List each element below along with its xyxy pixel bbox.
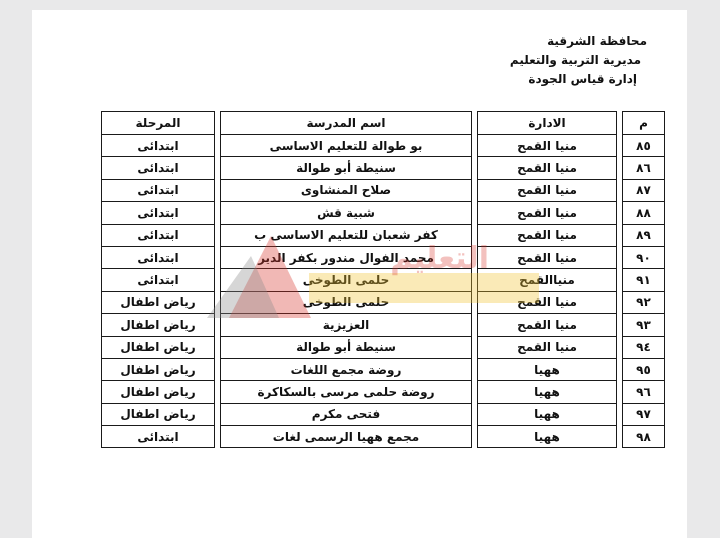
cell-admin: ههيا — [478, 358, 617, 380]
cell-gap — [617, 358, 623, 380]
cell-stage: رياض اطفال — [102, 291, 215, 313]
header-num: م — [623, 112, 665, 135]
cell-admin: منيا القمح — [478, 246, 617, 268]
department-label: إدارة قياس الجودة — [528, 72, 637, 86]
table-row — [102, 202, 665, 224]
cell-school: حلمى الطوخى — [221, 291, 472, 313]
cell-gap — [215, 179, 221, 201]
cell-gap — [472, 314, 478, 336]
cell-stage: ابتدائى — [102, 179, 215, 201]
cell-stage: رياض اطفال — [102, 314, 215, 336]
cell-admin: ههيا — [478, 426, 617, 448]
cell-gap — [617, 269, 623, 291]
header-school: اسم المدرسة — [221, 112, 472, 135]
cell-gap — [215, 269, 221, 291]
cell-gap — [472, 336, 478, 358]
cell-num: ٨٩ — [623, 224, 665, 246]
cell-gap — [215, 336, 221, 358]
cell-num: ٩٣ — [623, 314, 665, 336]
cell-gap — [215, 246, 221, 268]
cell-gap — [617, 179, 623, 201]
cell-admin: منيا القمح — [478, 336, 617, 358]
cell-school: بو طوالة للتعليم الاساسى — [221, 135, 472, 157]
cell-admin: منيا القمح — [478, 157, 617, 179]
cell-gap — [215, 291, 221, 313]
cell-stage: ابتدائى — [102, 246, 215, 268]
cell-admin: ههيا — [478, 403, 617, 425]
cell-gap — [472, 246, 478, 268]
cell-stage: ابتدائى — [102, 202, 215, 224]
header-gap — [215, 112, 221, 135]
table-row — [102, 314, 665, 336]
table-header-row — [102, 112, 665, 135]
cell-school: مجمع ههيا الرسمى لغات — [221, 426, 472, 448]
cell-school: سنيطة أبو طوالة — [221, 157, 472, 179]
cell-gap — [617, 426, 623, 448]
header-admin: الادارة — [478, 112, 617, 135]
cell-gap — [617, 202, 623, 224]
schools-table — [101, 111, 665, 448]
table-row — [102, 224, 665, 246]
cell-num: ٩٤ — [623, 336, 665, 358]
cell-gap — [472, 157, 478, 179]
cell-admin: منيا القمح — [478, 202, 617, 224]
cell-stage: رياض اطفال — [102, 381, 215, 403]
table-row — [102, 135, 665, 157]
cell-gap — [215, 314, 221, 336]
table-row — [102, 403, 665, 425]
cell-gap — [472, 202, 478, 224]
cell-admin: منياالقمح — [478, 269, 617, 291]
document-page — [32, 10, 687, 538]
cell-gap — [472, 381, 478, 403]
directorate-label: مديرية التربية والتعليم — [509, 53, 641, 67]
cell-admin: منيا القمح — [478, 314, 617, 336]
cell-stage: رياض اطفال — [102, 403, 215, 425]
cell-gap — [617, 314, 623, 336]
cell-gap — [215, 224, 221, 246]
cell-stage: رياض اطفال — [102, 358, 215, 380]
cell-num: ٨٦ — [623, 157, 665, 179]
cell-admin: منيا القمح — [478, 291, 617, 313]
cell-school: محمد الفوال مندور بكفر الدير — [221, 246, 472, 268]
cell-gap — [472, 269, 478, 291]
table-row — [102, 246, 665, 268]
table-row — [102, 179, 665, 201]
cell-school: روضة مجمع اللغات — [221, 358, 472, 380]
cell-gap — [215, 426, 221, 448]
cell-gap — [215, 202, 221, 224]
cell-gap — [617, 336, 623, 358]
cell-num: ٩٢ — [623, 291, 665, 313]
cell-gap — [215, 381, 221, 403]
cell-school: حلمى الطوخى — [221, 269, 472, 291]
table-row — [102, 358, 665, 380]
cell-stage: ابتدائى — [102, 135, 215, 157]
cell-gap — [215, 403, 221, 425]
cell-school: صلاح المنشاوى — [221, 179, 472, 201]
cell-gap — [617, 224, 623, 246]
cell-gap — [472, 358, 478, 380]
header-gap — [472, 112, 478, 135]
cell-stage: ابتدائى — [102, 269, 215, 291]
cell-stage: ابتدائى — [102, 224, 215, 246]
cell-school: سنيطة أبو طوالة — [221, 336, 472, 358]
cell-num: ٨٧ — [623, 179, 665, 201]
cell-gap — [472, 179, 478, 201]
cell-num: ٩٠ — [623, 246, 665, 268]
cell-gap — [617, 157, 623, 179]
cell-gap — [215, 358, 221, 380]
header-stage: المرحلة — [102, 112, 215, 135]
cell-gap — [215, 135, 221, 157]
cell-gap — [472, 224, 478, 246]
header-gap — [617, 112, 623, 135]
cell-num: ٨٥ — [623, 135, 665, 157]
cell-gap — [472, 426, 478, 448]
cell-num: ٩٥ — [623, 358, 665, 380]
cell-num: ٩٧ — [623, 403, 665, 425]
table-row — [102, 336, 665, 358]
cell-school: فتحى مكرم — [221, 403, 472, 425]
cell-stage: رياض اطفال — [102, 336, 215, 358]
cell-stage: ابتدائى — [102, 157, 215, 179]
cell-gap — [617, 381, 623, 403]
cell-admin: منيا القمح — [478, 224, 617, 246]
table-row — [102, 426, 665, 448]
cell-gap — [617, 135, 623, 157]
cell-admin: منيا القمح — [478, 179, 617, 201]
cell-school: كفر شعبان للتعليم الاساسى ب — [221, 224, 472, 246]
cell-gap — [472, 135, 478, 157]
cell-num: ٩١ — [623, 269, 665, 291]
table-row — [102, 157, 665, 179]
cell-admin: ههيا — [478, 381, 617, 403]
cell-gap — [472, 403, 478, 425]
cell-gap — [617, 246, 623, 268]
table-row — [102, 291, 665, 313]
cell-gap — [215, 157, 221, 179]
cell-gap — [617, 403, 623, 425]
document-header — [510, 32, 647, 89]
cell-school: روضة حلمى مرسى بالسكاكرة — [221, 381, 472, 403]
watermark-text: التعليم — [390, 241, 489, 276]
table-row — [102, 269, 665, 291]
governorate-label: محافظة الشرقية — [547, 34, 647, 48]
cell-num: ٩٦ — [623, 381, 665, 403]
table-row — [102, 381, 665, 403]
cell-gap — [617, 291, 623, 313]
cell-admin: منيا القمح — [478, 135, 617, 157]
cell-school: العزيزية — [221, 314, 472, 336]
cell-gap — [472, 291, 478, 313]
cell-num: ٩٨ — [623, 426, 665, 448]
cell-stage: ابتدائى — [102, 426, 215, 448]
cell-num: ٨٨ — [623, 202, 665, 224]
cell-school: شبية قش — [221, 202, 472, 224]
